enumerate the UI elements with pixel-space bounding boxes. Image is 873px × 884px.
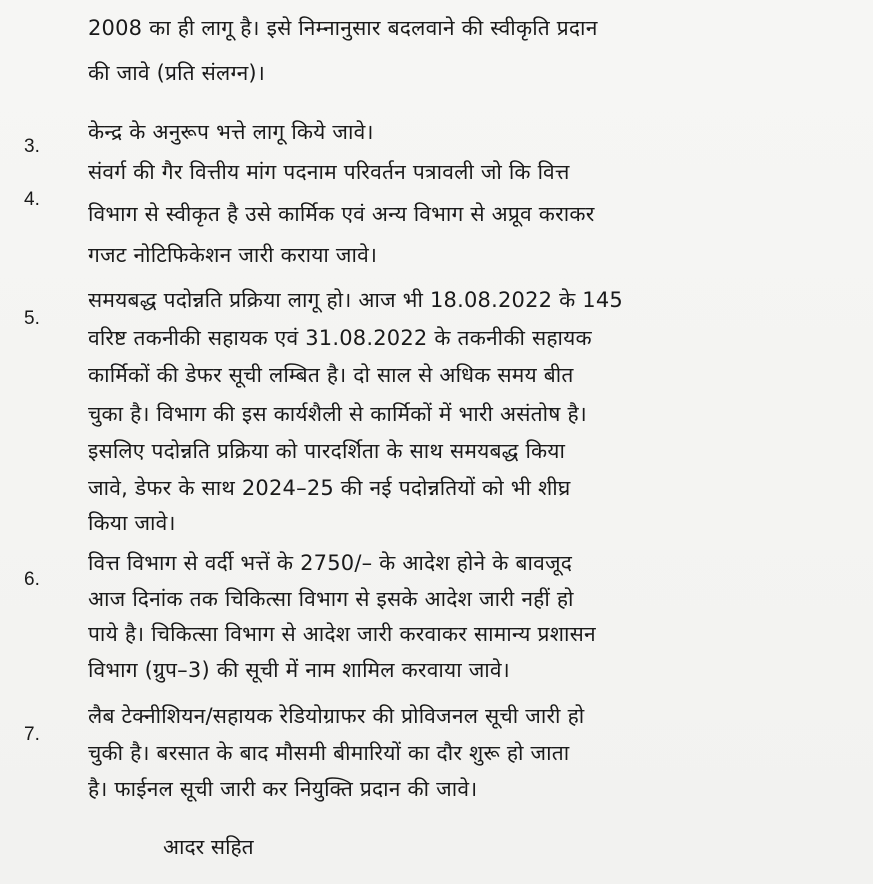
closing-salutation: आदर सहित	[163, 835, 254, 859]
intro-line-1: 2008 का ही लागू है। इसे निम्नानुसार बदलवाने की स्वीकृति प्रदान	[88, 16, 598, 40]
point-5-line-7: किया जावे।	[88, 511, 176, 535]
point-5-line-2: वरिष्ट तकनीकी सहायक एवं 31.08.2022 के तकनीकी सहायक	[88, 326, 592, 350]
point-5-line-1: समयबद्ध पदोन्नति प्रक्रिया लागू हो। आज भी 18.08.2022 के 145	[88, 288, 623, 312]
point-number-6: 6.	[24, 569, 40, 590]
point-number-7: 7.	[24, 724, 40, 745]
point-6-line-1: वित्त विभाग से वर्दी भत्तें के 2750/– के आदेश होने के बावजूद	[88, 551, 573, 575]
point-4-line-2: विभाग से स्वीकृत है उसे कार्मिक एवं अन्य विभाग से अप्रूव कराकर	[88, 202, 595, 226]
point-7-line-3: है। फाईनल सूची जारी कर नियुक्ति प्रदान की जावे।	[88, 777, 478, 801]
point-4-line-1: संवर्ग की गैर वित्तीय मांग पदनाम परिवर्तन पत्रावली जो कि वित्त	[88, 160, 570, 184]
point-6-line-4: विभाग (ग्रुप–3) की सूची में नाम शामिल करवाया जावे।	[88, 658, 510, 682]
point-5-line-4: चुका है। विभाग की इस कार्यशैली से कार्मिकों में भारी असंतोष है।	[88, 402, 587, 426]
point-6-line-3: पाये है। चिकित्सा विभाग से आदेश जारी करवाकर सामान्य प्रशासन	[88, 622, 596, 646]
point-number-4: 4.	[24, 189, 40, 210]
point-number-3: 3.	[24, 136, 40, 157]
point-7-line-2: चुकी है। बरसात के बाद मौसमी बीमारियों का दौर शुरू हो जाता	[88, 741, 570, 765]
point-5-line-3: कार्मिकों की डेफर सूची लम्बित है। दो साल से अधिक समय बीत	[88, 363, 574, 387]
point-6-line-2: आज दिनांक तक चिकित्सा विभाग से इसके आदेश जारी नहीं हो	[88, 587, 574, 611]
point-7-line-1: लैब टेक्नीशियन/सहायक रेडियोग्राफर की प्रोविजनल सूची जारी हो	[88, 704, 585, 728]
point-5-line-6: जावे, डेफर के साथ 2024–25 की नई पदोन्नतियों को भी शीघ्र	[88, 476, 571, 500]
point-5-line-5: इसलिए पदोन्नति प्रक्रिया को पारदर्शिता के साथ समयबद्ध किया	[88, 439, 566, 463]
intro-line-2: की जावे (प्रति संलग्न)।	[88, 61, 265, 85]
point-3-line-1: केन्द्र के अनुरूप भत्ते लागू किये जावे।	[88, 120, 374, 144]
point-number-5: 5.	[24, 308, 40, 329]
point-4-line-3: गजट नोटिफिकेशन जारी कराया जावे।	[88, 243, 378, 267]
